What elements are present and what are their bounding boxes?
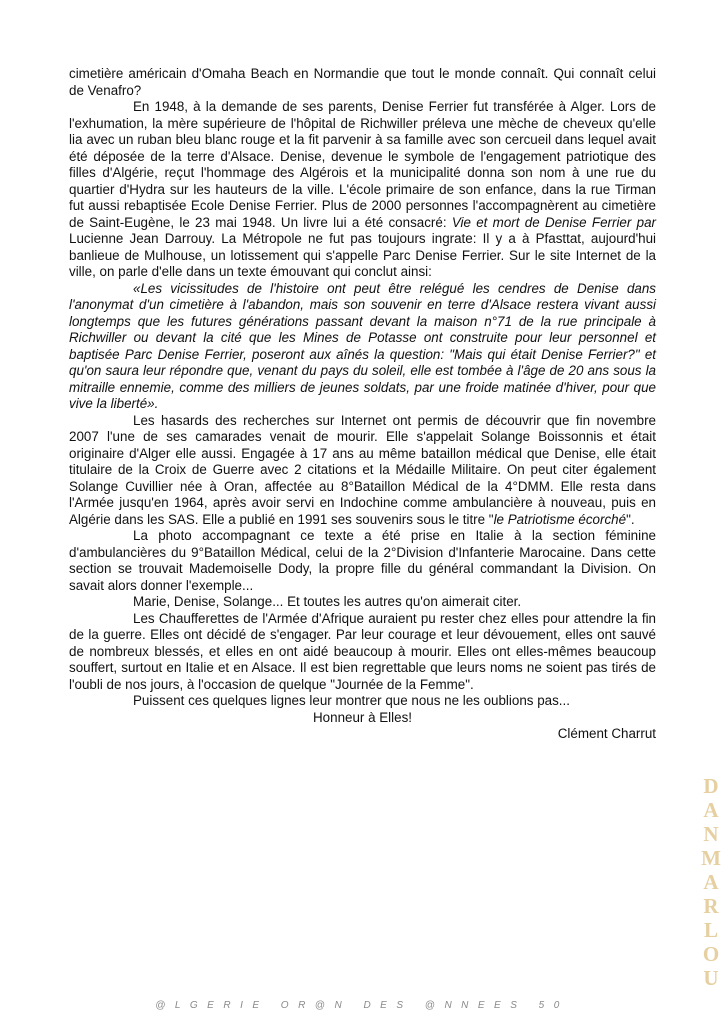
paragraph-transfer-text: En 1948, à la demande de ses parents, Denise Ferrier fut transférée à Alger. Lors de l'exhumation, la mère supérieure de l'hôpital de Richwiller préleva une mèche de cheveux qu'elle lia avec un ruban bleu blanc rouge et la fit parvenir à sa famille avec son cercueil dans lequel avait été déposée de la terre d'Alsace. Denise, devenue le symbole de l'engagement patriotique des filles d'Algérie, reçut l'hommage des Algérois et la municipalité donna son nom à une rue du quartier d'Hydra sur les hauteurs de la ville. L'école primaire de son enfance, dans la rue Tirman fut aussi rebaptisée Ecole Denise Ferrier. Plus de 2000 personnes l'accompagnèrent au cimetière de Saint-Eugène, le 23 mai 1948. Un livre lui a été consacré: (69, 99, 656, 230)
paragraph-solange-text: Les hasards des recherches sur Internet ont permis de découvrir que fin novembre 2007 l'une de ses camarades venait de mourir. Elle s'appelait Solange Boissonnis et était originaire d'Alger elle aussi. Engagée à 17 ans au même bataillon médical que Denise, elle était titulaire de la Croix de Guerre avec 2 citations et la Médaille Militaire. On peut citer également Solange Cuvillier née à Oran, affectée au 8°Bataillon Médical de la 4°DMM. Elle resta dans l'Armée jusqu'en 1964, après avoir servi en Indochine comme ambulancière à nouveau, puis en Algérie dans les SAS. Elle a publié en 1991 ses souvenirs sous le titre " (69, 412, 656, 527)
memoir-title: le Patriotisme écorché (493, 511, 627, 527)
article-body (69, 66, 656, 743)
paragraph-chaufferettes: Les Chaufferettes de l'Armée d'Afrique auraient pu rester chez elles pour attendre la fin de la guerre. Elles ont décidé de s'engager. Par leur courage et leur dévouement, elles ont sauvé de nombreux blessés, et elles en ont aidé beaucoup à mourir. Elles ont elles-mêmes beaucoup souffert, surtout en Italie et en Alsace. Il est bien regrettable que leurs noms ne soient pas tirés de l'oubli de nos jours, à l'occasion de quelque "Journée de la Femme". (69, 610, 656, 692)
vertical-watermark: DANMARLOU (699, 774, 723, 990)
tribute-line: Honneur à Elles! (313, 709, 412, 725)
paragraph-closing: Puissent ces quelques lignes leur montrer que nous ne les oublions pas... (133, 693, 570, 708)
book-title: Vie et mort de Denise Ferrier par (451, 214, 656, 230)
paragraph-transfer-alger (69, 99, 656, 281)
paragraph-solange-end: ". (626, 511, 635, 527)
paragraph-photo: La photo accompagnant ce texte a été prise en Italie à la section féminine d'ambulancières du 9°Bataillon Médical, celui de la 2°Division d'Infanterie Marocaine. Dans cette section se trouvait Mademoiselle Dody, la propre fille du général commandant la Division. On savait alors donner l'exemple... (69, 528, 656, 593)
paragraph-names: Marie, Denise, Solange... Et toutes les autres qu'on aimerait citer. (133, 594, 522, 609)
page-footer: @LGERIE OR@N DES @NNEES 50 (155, 1000, 569, 1011)
quoted-tribute: «Les vicissitudes de l'histoire ont peut être relégué les cendres de Denise dans l'anonymat d'un cimetière à l'abandon, mais son souvenir en terre d'Alsace restera vivant aussi longtemps que les futures générations passant devant la maison n°71 de la rue principale à Richwiller ou devant la cité que les Mines de Potasse ont construite pour leur personnel et baptisée Parc Denise Ferrier, poseront aux aînés la question: "Mais qui était Denise Ferrier?" et qu'on saura leur répondre que, venant du pays du soleil, elle est tombée à l'âge de 20 ans sous la mitraille ennemie, comme des milliers de jeunes soldats, par une froide matinée d'hiver, pour que vive la liberté». (69, 280, 656, 411)
paragraph-transfer-text-end: Lucienne Jean Darrouy. La Métropole ne fut pas toujours ingrate: Il y a à Pfasttat, aujourd'hui banlieue de Mulhouse, un lotissement qui s'appelle Parc Denise Ferrier. Sur le site Internet de la ville, on parle d'elle dans un texte émouvant qui conclut ainsi: (69, 231, 656, 279)
paragraph-solange (69, 413, 656, 529)
paragraph-venafro: cimetière américain d'Omaha Beach en Normandie que tout le monde connaît. Qui connaît celui de Venafro? (69, 66, 656, 98)
author-signature: Clément Charrut (557, 726, 656, 741)
